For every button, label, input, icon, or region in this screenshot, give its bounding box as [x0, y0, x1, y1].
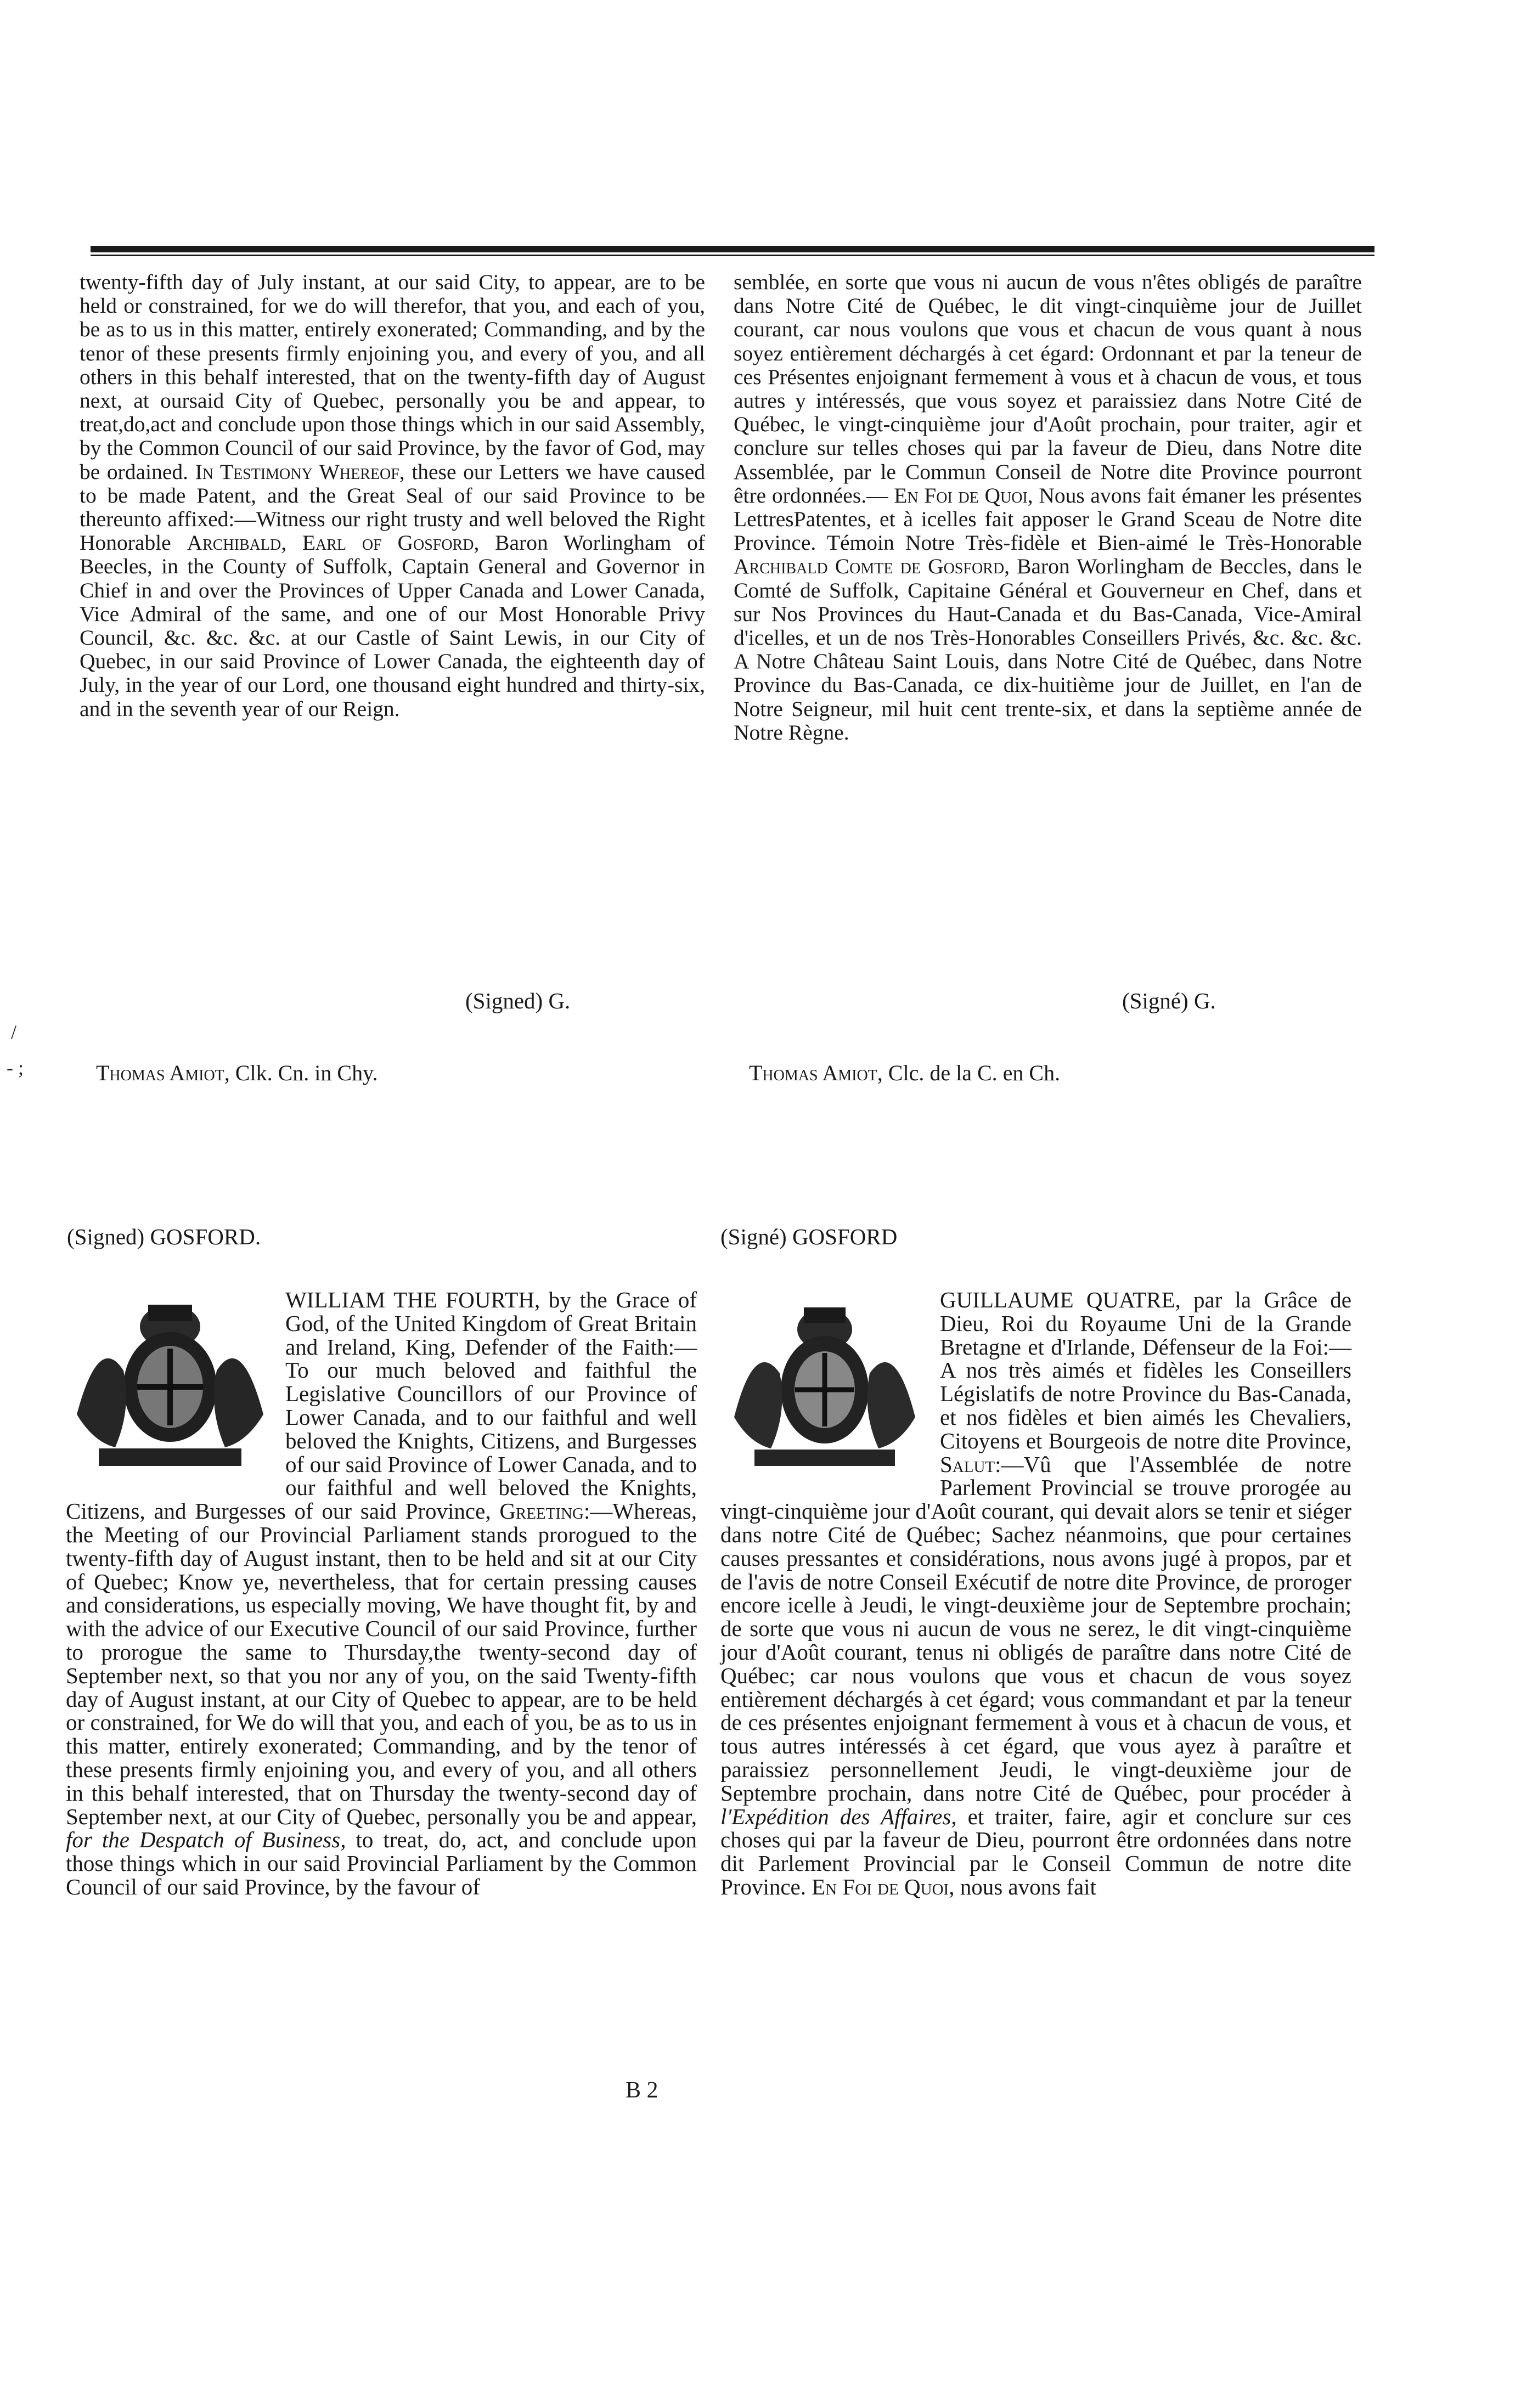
- text-run: twenty-fifth day of July instant, at our said City, to appear, are to be held or constrained, for we do will therefor, that you, and each of you, be as to us in this matter, entirely exonerated; Commanding, and by the tenor of these presents firmly enjoining you, and every of you, and all others in this behalf interested, that on the twenty-fifth day of August next, at oursaid City of Quebec, personally you be and appear, to treat,do,act and conclude upon those things which in our said Assembly, by the Common Council of our said Province, by the favor of God, may be ordained.: [80, 270, 705, 484]
- french-proclamation: [720, 1288, 1351, 1899]
- italic-run: l'Expédition des Affaires,: [720, 1803, 957, 1829]
- small-caps-run: En Foi de Quoi,: [812, 1874, 955, 1899]
- clerk-name: Thomas Amiot,: [749, 1061, 883, 1085]
- text-run: par la Grâce de Dieu, Roi du Royaume Uni de la Grande Bretagne et d'Irlande, Défenseur de la Foi:—A nos très aimés et fidèles les Conseillers Législatifs de notre Province du Bas-Canada, et nos fidèles et bien aimés les Chevaliers, Citoyens et Bourgeois de notre dite Province,: [940, 1287, 1351, 1453]
- signed-g-english: (Signed) G.: [465, 988, 571, 1013]
- clerk-english: [96, 1060, 378, 1086]
- header-rule-thin: [91, 255, 1374, 256]
- english-paragraph: [80, 270, 705, 721]
- margin-mark: /: [11, 1021, 17, 1043]
- english-proclamation: [66, 1288, 697, 1899]
- text-run: Baron Worlingham de Beccles, dans le Comté de Suffolk, Capitaine Général et Gouverneur en Chef, dans et sur Nos Provinces du Haut-Canada et du Bas-Canada, Vice-Amiral d'icelles, et un de nos Très-Honorables Conseillers Privés, &c. &c. &c. A Notre Château Saint Louis, dans Notre Cité de Québec, dans Notre Province du Bas-Canada, ce dix-huitième jour de Juillet, en l'an de Notre Seigneur, mil huit cent trente-six, et dans la septième année de Notre Règne.: [734, 554, 1362, 745]
- text-run: nous avons fait: [954, 1874, 1096, 1899]
- small-caps-run: En Foi de Quoi,: [894, 483, 1033, 507]
- small-caps-run: In Testimony Whereof,: [195, 459, 405, 484]
- french-paragraph: [734, 270, 1362, 745]
- page-signature-mark: B 2: [626, 2078, 658, 2103]
- royal-arms-graphic: [66, 1288, 274, 1475]
- clerk-french: [749, 1060, 1060, 1086]
- header-rule-thick: [91, 246, 1374, 252]
- text-run: et traiter, faire, agir et conclure sur ces choses qui par la faveur de Dieu, pourront être ordonnées dans notre dit Parlement Provincial par le Conseil Commun de notre dite Province.: [720, 1803, 1351, 1899]
- text-run: Baron Worlingham of Beecles, in the County of Suffolk, Captain General and Governor in Chief in and over the Provinces of Upper Canada and Lower Canada, Vice Admiral of the same, and one of our Most Honorable Privy Council, &c. &c. &c. at our Castle of Saint Lewis, in our City of Quebec, in our said Province of Lower Canada, the eighteenth day of July, in the year of our Lord, one thousand eight hundred and thirty-six, and in the seventh year of our Reign.: [80, 531, 706, 721]
- small-caps-run: Archibald, Earl of Gosford,: [187, 531, 480, 555]
- royal-arms-graphic: [720, 1288, 929, 1475]
- clerk-title: Clk. Cn. in Chy.: [229, 1061, 378, 1085]
- royal-arms-seal-icon: [720, 1288, 929, 1475]
- text-run: by the Grace of God, of the United Kingdom of Great Britain and Ireland, King, Defender of the Faith:—To our much beloved and faithful the Legislative Councillors of our Province of Lower Canada, and to our faithful and well beloved the Knights, Citizens, and Burgesses of our said Province of Lower Canada, and to our faithful and well beloved the Knights, Citizens, and Burgesses of our said Province,: [66, 1287, 697, 1524]
- small-caps-run: Archibald Comte de Gosford,: [734, 554, 1010, 579]
- italic-run: for the Despatch of Business,: [66, 1827, 346, 1853]
- small-caps-run: Salut: [940, 1451, 995, 1477]
- king-title: GUILLAUME QUATRE,: [940, 1287, 1181, 1312]
- french-column-top: [734, 270, 1362, 745]
- text-run: :—Whereas, the Meeting of our Provincial Parliament stands prorogued to the twenty-fifth day of August instant, then to be held and sit at our City of Quebec; Know ye, nevertheless, that for certain pressing causes and considerations, us especially moving, We have thought fit, by and with the advice of our Executive Council of our said Province, further to prorogue the same to Thursday,the twenty-second day of September next, so that you nor any of you, on the said Twenty-fifth day of August instant, at our City of Quebec to appear, are to be held or constrained, for We do will that you, and each of you, be as to us in this matter, entirely exonerated; Commanding, and by the tenor of these presents firmly enjoining you, and every of you, and all others in this behalf interested, that on Thursday the twenty-second day of September next, at our City of Quebec, personally you be and appear,: [66, 1498, 697, 1829]
- signed-gosford-french: (Signé) GOSFORD: [720, 1224, 898, 1249]
- text-run: to treat, do, act, and conclude upon those things which in our said Provincial Parliament by the Common Council of our said Province, by the favour of: [66, 1827, 697, 1899]
- text-run: :—Vû que l'Assemblée de notre Parlement Provincial se trouve prorogée au vingt-cinquième jour d'Août courant, qui devait alors se tenir et siéger dans notre Cité de Québec; Sachez néanmoins, que pour certaines causes pressantes et considérations, nous avons jugé à propos, par et de l'avis de notre Conseil Exécutif de notre dite Province, de proroger encore icelle à Jeudi, le vingt-deuxième jour de Septembre prochain; de sorte que vous ni aucun de vous ne serez, le dit vingt-cinquième jour d'Août courant, tenus ni obligés de paraître dans notre Cité de Québec; car nous voulons que vous et chacun de vous soyez entièrement déchargés à cet égard; vous commandant et par la teneur de ces présentes enjoignant fermement à vous et à chacun de vous, et tous autres intéressés à cet égard, que vous ayez à paraître et paraissiez personnellement Jeudi, le vingt-deuxième jour de Septembre prochain, dans notre Cité de Québec, pour procéder à: [720, 1451, 1351, 1806]
- signed-gosford-english: (Signed) GOSFORD.: [67, 1224, 261, 1249]
- signed-g-french: (Signé) G.: [1122, 988, 1216, 1013]
- english-column-top: [80, 270, 705, 721]
- margin-mark: - ;: [7, 1057, 24, 1079]
- text-run: Nous avons fait émaner les présentes LettresPatentes, et à icelles fait apposer le Grand Sceau de Notre dite Province. Témoin Notre Très-fidèle et Bien-aimé le Très-Honorable: [734, 483, 1362, 555]
- text-run: these our Letters we have caused to be made Patent, and the Great Seal of our said Province to be thereunto affixed:—Witness our right trusty and well beloved the Right Honorable: [80, 459, 706, 555]
- king-title: WILLIAM THE FOURTH,: [285, 1287, 540, 1312]
- clerk-title: Clc. de la C. en Ch.: [882, 1061, 1061, 1085]
- small-caps-run: Greeting: [499, 1498, 584, 1524]
- clerk-name: Thomas Amiot,: [96, 1061, 230, 1085]
- royal-arms-seal-icon: [66, 1288, 274, 1475]
- text-run: semblée, en sorte que vous ni aucun de vous n'êtes obligés de paraître dans Notre Cité de Québec, le dit vingt-cinquième jour de Juillet courant, car nous voulons que vous et chacun de vous quant à nous soyez entièrement déchargés à cet égard: Ordonnant et par la teneur de ces Présentes enjoignant fermement à vous et à chacun de vous, et tous autres y intéressés, que vous soyez et paraissiez dans Notre Cité de Québec, le vingt-cinquième jour d'Août prochain, pour traiter, agir et conclure sur telles choses qui par la faveur de Dieu, dans Notre dite Assemblée, par le Commun Conseil de Notre dite Province pourront être ordonnées.—: [734, 270, 1362, 507]
